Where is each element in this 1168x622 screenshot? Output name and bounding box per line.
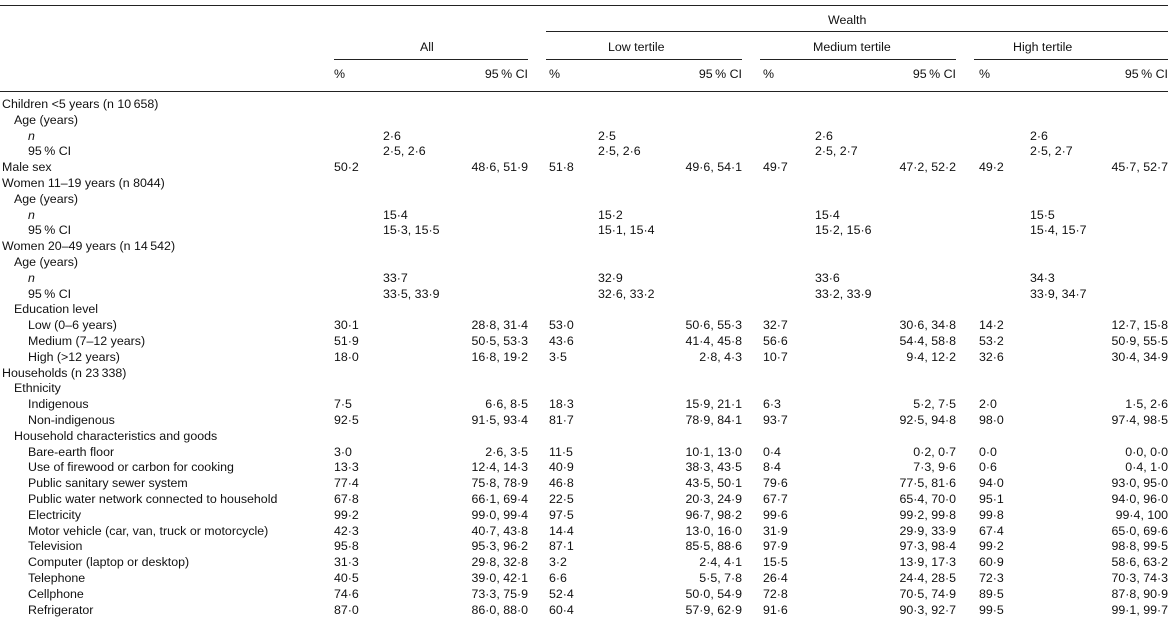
percent-cell: 74·6: [334, 586, 359, 601]
percent-cell: 94·0: [979, 476, 1004, 491]
ci-cell: 94·0, 96·0: [1111, 492, 1168, 506]
row-label: Motor vehicle (car, van, truck or motorcycle): [28, 523, 269, 538]
summary-value: 33·5, 33·9: [383, 286, 440, 301]
group-rule-low: [546, 59, 742, 60]
table-row: [0, 207, 1168, 223]
ci-cell: 50·0, 54·9: [685, 586, 742, 601]
percent-cell: 77·4: [334, 476, 359, 491]
ci-cell: 20·3, 24·9: [685, 492, 742, 506]
ci-cell: 13·9, 17·3: [899, 555, 956, 570]
percent-cell: 97·9: [763, 539, 788, 554]
table-row: [0, 349, 1168, 365]
percent-cell: 95·8: [334, 539, 359, 554]
percent-cell: 31·3: [334, 555, 359, 570]
percent-cell: 97·5: [549, 507, 574, 522]
ci-cell: 93·0, 95·0: [1111, 476, 1168, 491]
ci-cell: 0·2, 0·7: [913, 444, 956, 459]
percent-cell: 6·3: [763, 397, 781, 412]
ci-cell: 30·4, 34·9: [1111, 349, 1168, 364]
ci-cell: 92·5, 94·8: [899, 413, 956, 427]
table-row: [0, 507, 1168, 523]
summary-value: 15·4, 15·7: [1030, 223, 1087, 238]
table-row: [0, 586, 1168, 602]
ci-cell: 28·8, 31·4: [471, 318, 528, 333]
ci-cell: 65·0, 69·6: [1111, 523, 1168, 538]
ci-cell: 65·4, 70·0: [899, 492, 956, 506]
row-label: Television: [28, 539, 83, 554]
percent-cell: 72·8: [763, 586, 788, 601]
ci-cell: 47·2, 52·2: [899, 160, 956, 175]
ci-cell: 0·4, 1·0: [1125, 460, 1168, 475]
summary-value: 2·6: [1030, 128, 1048, 143]
row-label: Use of firewood or carbon for cooking: [28, 460, 234, 475]
summary-value: 33·9, 34·7: [1030, 286, 1087, 301]
percent-cell: 60·9: [979, 555, 1004, 570]
ci-cell: 15·9, 21·1: [685, 397, 742, 412]
ci-cell: 99·4, 100: [1115, 507, 1168, 522]
table-row: [0, 143, 1168, 159]
pct-header-medium: %: [763, 67, 775, 81]
ci-cell: 70·3, 74·3: [1111, 571, 1168, 585]
percent-cell: 7·5: [334, 397, 352, 412]
table-row: [0, 444, 1168, 460]
percent-cell: 95·1: [979, 492, 1004, 506]
percent-cell: 51·8: [549, 160, 574, 175]
ci-cell: 10·1, 13·0: [685, 444, 742, 459]
percent-cell: 93·7: [763, 413, 788, 427]
group-header-all: All: [420, 40, 434, 54]
row-label: 95 % CI: [28, 223, 72, 238]
percent-cell: 11·5: [549, 444, 573, 459]
percent-cell: 51·9: [334, 334, 359, 348]
summary-value: 33·7: [383, 270, 408, 285]
row-label: Telephone: [28, 571, 86, 585]
summary-value: 33·6: [815, 270, 840, 285]
table-row: [0, 365, 1168, 381]
percent-cell: 40·9: [549, 460, 574, 475]
summary-value: 15·1, 15·4: [598, 223, 655, 238]
summary-value: 32·9: [598, 270, 623, 285]
table-row: [0, 238, 1168, 254]
table-row: [0, 191, 1168, 207]
row-label: Non-indigenous: [28, 413, 115, 427]
ci-cell: 50·9, 55·5: [1111, 334, 1168, 348]
ci-cell: 43·5, 50·1: [685, 476, 742, 491]
percent-cell: 72·3: [979, 571, 1004, 585]
table-row: [0, 254, 1168, 270]
ci-cell: 29·9, 33·9: [899, 523, 956, 538]
table-row: [0, 286, 1168, 302]
ci-cell: 38·3, 43·5: [685, 460, 742, 475]
summary-value: 2·5, 2·6: [383, 144, 426, 159]
percent-cell: 50·2: [334, 160, 359, 175]
table-row: [0, 333, 1168, 349]
ci-cell: 30·6, 34·8: [899, 318, 956, 333]
group-rule-medium: [760, 59, 956, 60]
group-header-medium: Medium tertile: [813, 40, 891, 54]
percent-cell: 49·7: [763, 160, 788, 175]
table-row: [0, 270, 1168, 286]
ci-cell: 91·5, 93·4: [471, 413, 528, 427]
ci-header-medium: 95 % CI: [912, 67, 956, 81]
table-row: [0, 523, 1168, 539]
ci-header-low: 95 % CI: [698, 67, 742, 81]
percent-cell: 60·4: [549, 602, 574, 617]
percent-cell: 91·6: [763, 602, 788, 617]
ci-cell: 40·7, 43·8: [471, 523, 528, 538]
ci-cell: 0·0, 0·0: [1125, 444, 1168, 459]
row-label: 95 % CI: [28, 144, 72, 159]
ci-cell: 2·6, 3·5: [485, 444, 528, 459]
summary-value: 2·5, 2·7: [1030, 144, 1073, 159]
row-label: Age (years): [14, 191, 79, 206]
row-label: Medium (7–12 years): [28, 334, 146, 348]
summary-value: 32·6, 33·2: [598, 286, 655, 301]
row-label: Households (n 23 338): [2, 365, 127, 380]
percent-cell: 18·3: [549, 397, 574, 412]
table-row: [0, 396, 1168, 412]
table-row: [0, 301, 1168, 317]
percent-cell: 14·4: [549, 523, 574, 538]
table-row: [0, 554, 1168, 570]
summary-value: 15·2, 15·6: [815, 223, 872, 238]
ci-cell: 6·6, 8·5: [485, 397, 528, 412]
top-rule: [0, 5, 1168, 6]
group-rule-high: [974, 59, 1168, 60]
table-row: [0, 96, 1168, 112]
ci-cell: 7·3, 9·6: [913, 460, 956, 475]
row-label: Public sanitary sewer system: [28, 476, 188, 491]
pct-header-high: %: [979, 67, 991, 81]
percent-cell: 56·6: [763, 334, 788, 348]
pct-header-all: %: [334, 67, 346, 81]
percent-cell: 13·3: [334, 460, 359, 475]
ci-cell: 2·8, 4·3: [699, 349, 742, 364]
ci-cell: 99·2, 99·8: [899, 507, 956, 522]
summary-value: 34·3: [1030, 270, 1055, 285]
percent-cell: 10·7: [763, 349, 788, 364]
summary-value: 2·6: [815, 128, 833, 143]
ci-cell: 13·0, 16·0: [685, 523, 742, 538]
row-label: Children <5 years (n 10 658): [2, 97, 159, 111]
row-label: n: [28, 207, 35, 222]
ci-cell: 41·4, 45·8: [685, 334, 742, 348]
percent-cell: 67·7: [763, 492, 788, 506]
summary-value: 2·5, 2·6: [598, 144, 641, 159]
ci-cell: 70·5, 74·9: [899, 586, 956, 601]
percent-cell: 40·5: [334, 571, 359, 585]
ci-cell: 5·2, 7·5: [913, 397, 956, 412]
percent-cell: 53·0: [549, 318, 574, 333]
ci-cell: 16·8, 19·2: [471, 349, 528, 364]
table-row: [0, 222, 1168, 238]
ci-cell: 48·6, 51·9: [471, 160, 528, 175]
ci-cell: 24·4, 28·5: [899, 571, 956, 585]
group-rule-all: [334, 59, 528, 60]
ci-cell: 75·8, 78·9: [471, 476, 528, 491]
ci-cell: 85·5, 88·6: [685, 539, 742, 554]
row-label: Age (years): [14, 112, 79, 127]
ci-cell: 50·5, 53·3: [471, 334, 528, 348]
row-label: Public water network connected to household: [28, 492, 278, 506]
percent-cell: 14·2: [979, 318, 1004, 333]
ci-cell: 50·6, 55·3: [685, 318, 742, 333]
percent-cell: 99·2: [334, 507, 359, 522]
percent-cell: 99·6: [763, 507, 788, 522]
percent-cell: 6·6: [549, 571, 567, 585]
row-label: Electricity: [28, 507, 82, 522]
percent-cell: 99·5: [979, 602, 1004, 617]
row-label: Women 20–49 years (n 14 542): [2, 239, 176, 254]
ci-cell: 29·8, 32·8: [471, 555, 528, 570]
ci-cell: 1·5, 2·6: [1125, 397, 1168, 412]
ci-cell: 45·7, 52·7: [1111, 160, 1168, 175]
ci-cell: 5·5, 7·8: [699, 571, 742, 585]
header-rule: [0, 91, 1168, 92]
table-row: [0, 538, 1168, 554]
row-label: High (>12 years): [28, 349, 120, 364]
summary-value: 2·5: [598, 128, 616, 143]
table-row: [0, 428, 1168, 444]
percent-cell: 0·4: [763, 444, 781, 459]
row-label: Cellphone: [28, 586, 84, 601]
percent-cell: 99·2: [979, 539, 1004, 554]
ci-cell: 98·8, 99·5: [1111, 539, 1168, 554]
row-label: Male sex: [2, 160, 52, 175]
percent-cell: 18·0: [334, 349, 359, 364]
summary-value: 33·2, 33·9: [815, 286, 872, 301]
group-header-low: Low tertile: [608, 40, 665, 54]
ci-cell: 78·9, 84·1: [685, 413, 742, 427]
percent-cell: 43·6: [549, 334, 574, 348]
ci-cell: 77·5, 81·6: [899, 476, 956, 491]
ci-cell: 12·7, 15·8: [1111, 318, 1168, 333]
percent-cell: 49·2: [979, 160, 1004, 175]
row-label: Age (years): [14, 255, 79, 269]
ci-cell: 54·4, 58·8: [899, 334, 956, 348]
ci-cell: 73·3, 75·9: [471, 586, 528, 601]
percent-cell: 98·0: [979, 413, 1004, 427]
table-row: [0, 112, 1168, 128]
pct-header-low: %: [549, 67, 561, 81]
ci-cell: 39·0, 42·1: [471, 571, 528, 585]
percent-cell: 15·5: [763, 555, 788, 570]
table-row: [0, 475, 1168, 491]
row-label: Computer (laptop or desktop): [28, 555, 190, 570]
percent-cell: 0·0: [979, 444, 997, 459]
ci-cell: 86·0, 88·0: [471, 602, 528, 617]
row-label: Education level: [14, 302, 99, 317]
row-label: Bare-earth floor: [28, 444, 115, 459]
row-label: Indigenous: [28, 397, 89, 412]
ci-header-all: 95 % CI: [484, 67, 528, 81]
ci-cell: 2·4, 4·1: [699, 555, 742, 570]
ci-cell: 90·3, 92·7: [899, 602, 956, 617]
table-row: [0, 317, 1168, 333]
row-label: n: [28, 270, 35, 285]
percent-cell: 99·8: [979, 507, 1004, 522]
ci-cell: 97·3, 98·4: [899, 539, 956, 554]
table-row: [0, 459, 1168, 475]
ci-cell: 99·1, 99·7: [1111, 602, 1168, 617]
ci-cell: 99·0, 99·4: [471, 507, 528, 522]
percent-cell: 3·0: [334, 444, 352, 459]
group-header-high: High tertile: [1013, 40, 1073, 54]
ci-cell: 12·4, 14·3: [471, 460, 528, 475]
percent-cell: 3·5: [549, 349, 567, 364]
percent-cell: 22·5: [549, 492, 574, 506]
percent-cell: 92·5: [334, 413, 359, 427]
ci-cell: 95·3, 96·2: [471, 539, 528, 554]
percent-cell: 81·7: [549, 413, 574, 427]
ci-cell: 97·4, 98·5: [1111, 413, 1168, 427]
percent-cell: 67·8: [334, 492, 359, 506]
percent-cell: 8·4: [763, 460, 781, 475]
table-row: [0, 570, 1168, 586]
percent-cell: 87·1: [549, 539, 574, 554]
row-label: Low (0–6 years): [28, 318, 117, 333]
row-label: 95 % CI: [28, 286, 72, 301]
row-label: Household characteristics and goods: [14, 428, 218, 443]
percent-cell: 30·1: [334, 318, 359, 333]
summary-value: 2·6: [383, 128, 401, 143]
percent-cell: 79·6: [763, 476, 788, 491]
ci-header-high: 95 % CI: [1124, 67, 1168, 81]
summary-value: 15·2: [598, 207, 623, 222]
percent-cell: 32·6: [979, 349, 1004, 364]
summary-value: 2·5, 2·7: [815, 144, 858, 159]
wealth-header: Wealth: [828, 13, 867, 27]
table-row: [0, 602, 1168, 618]
percent-cell: 89·5: [979, 586, 1004, 601]
percent-cell: 3·2: [549, 555, 567, 570]
summary-value: 15·5: [1030, 207, 1055, 222]
row-label: n: [28, 128, 35, 143]
percent-cell: 32·7: [763, 318, 788, 333]
percent-cell: 42·3: [334, 523, 359, 538]
percent-cell: 52·4: [549, 586, 574, 601]
row-label: Ethnicity: [14, 381, 61, 396]
table-row: [0, 175, 1168, 191]
percent-cell: 46·8: [549, 476, 574, 491]
ci-cell: 87·8, 90·9: [1111, 586, 1168, 601]
ci-cell: 49·6, 54·1: [685, 160, 742, 175]
percent-cell: 31·9: [763, 523, 788, 538]
wealth-rule: [546, 31, 1168, 32]
ci-cell: 66·1, 69·4: [471, 492, 528, 506]
ci-cell: 57·9, 62·9: [685, 602, 742, 617]
table-row: [0, 159, 1168, 175]
percent-cell: 87·0: [334, 602, 359, 617]
table-row: [0, 380, 1168, 396]
percent-cell: 53·2: [979, 334, 1004, 348]
percent-cell: 67·4: [979, 523, 1004, 538]
ci-cell: 58·6, 63·2: [1111, 555, 1168, 570]
row-label: Women 11–19 years (n 8044): [2, 176, 165, 190]
summary-value: 15·3, 15·5: [383, 223, 440, 238]
table-row: [0, 491, 1168, 507]
percent-cell: 0·6: [979, 460, 997, 475]
ci-cell: 9·4, 12·2: [906, 349, 956, 364]
ci-cell: 96·7, 98·2: [685, 507, 742, 522]
percent-cell: 2·0: [979, 397, 997, 412]
table-row: [0, 412, 1168, 428]
table-row: [0, 128, 1168, 144]
percent-cell: 26·4: [763, 571, 788, 585]
summary-value: 15·4: [815, 207, 840, 222]
summary-value: 15·4: [383, 207, 408, 222]
row-label: Refrigerator: [28, 602, 94, 617]
